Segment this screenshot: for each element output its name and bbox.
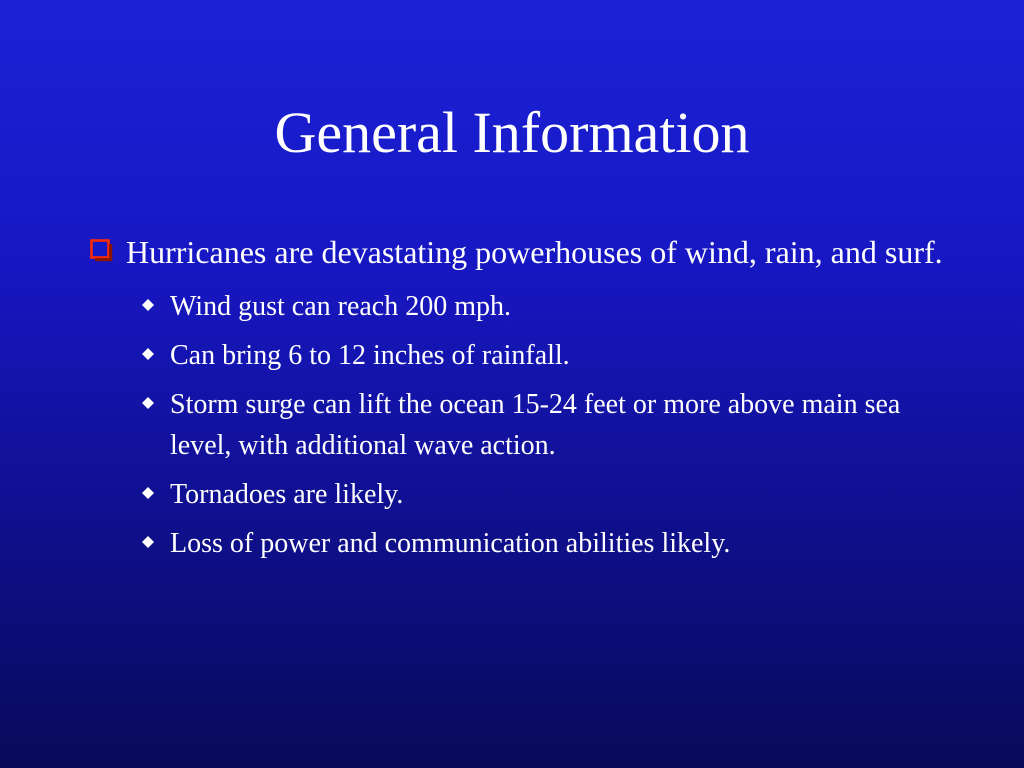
sub-bullet-text: Wind gust can reach 200 mph. [170, 291, 512, 322]
bullet-item-hurricanes [90, 228, 950, 276]
diamond-bullet-icon [142, 348, 154, 360]
sub-bullet-item [138, 286, 918, 327]
checkbox-bullet-icon [90, 239, 114, 263]
sub-bullet-text: Loss of power and communication abilities likely. [170, 528, 731, 559]
sub-bullet-item [138, 474, 918, 515]
sub-bullet-item [138, 523, 918, 564]
bullet-text: Hurricanes are devastating powerhouses of wind, rain, and surf. [126, 234, 943, 270]
sub-bullet-item [138, 384, 918, 466]
bullet-list [90, 228, 950, 572]
sub-bullet-text: Can bring 6 to 12 inches of rainfall. [170, 340, 570, 371]
slide-title: General Information [274, 100, 750, 165]
diamond-bullet-icon [142, 397, 154, 409]
sub-bullet-text: Storm surge can lift the ocean 15-24 feet or more above main sea level, with additional wave action. [170, 389, 901, 461]
diamond-bullet-icon [142, 487, 154, 499]
diamond-bullet-icon [142, 299, 154, 311]
diamond-bullet-icon [142, 536, 154, 548]
sub-bullet-list [138, 286, 918, 564]
sub-bullet-item [138, 335, 918, 376]
sub-bullet-text: Tornadoes are likely. [170, 479, 404, 510]
